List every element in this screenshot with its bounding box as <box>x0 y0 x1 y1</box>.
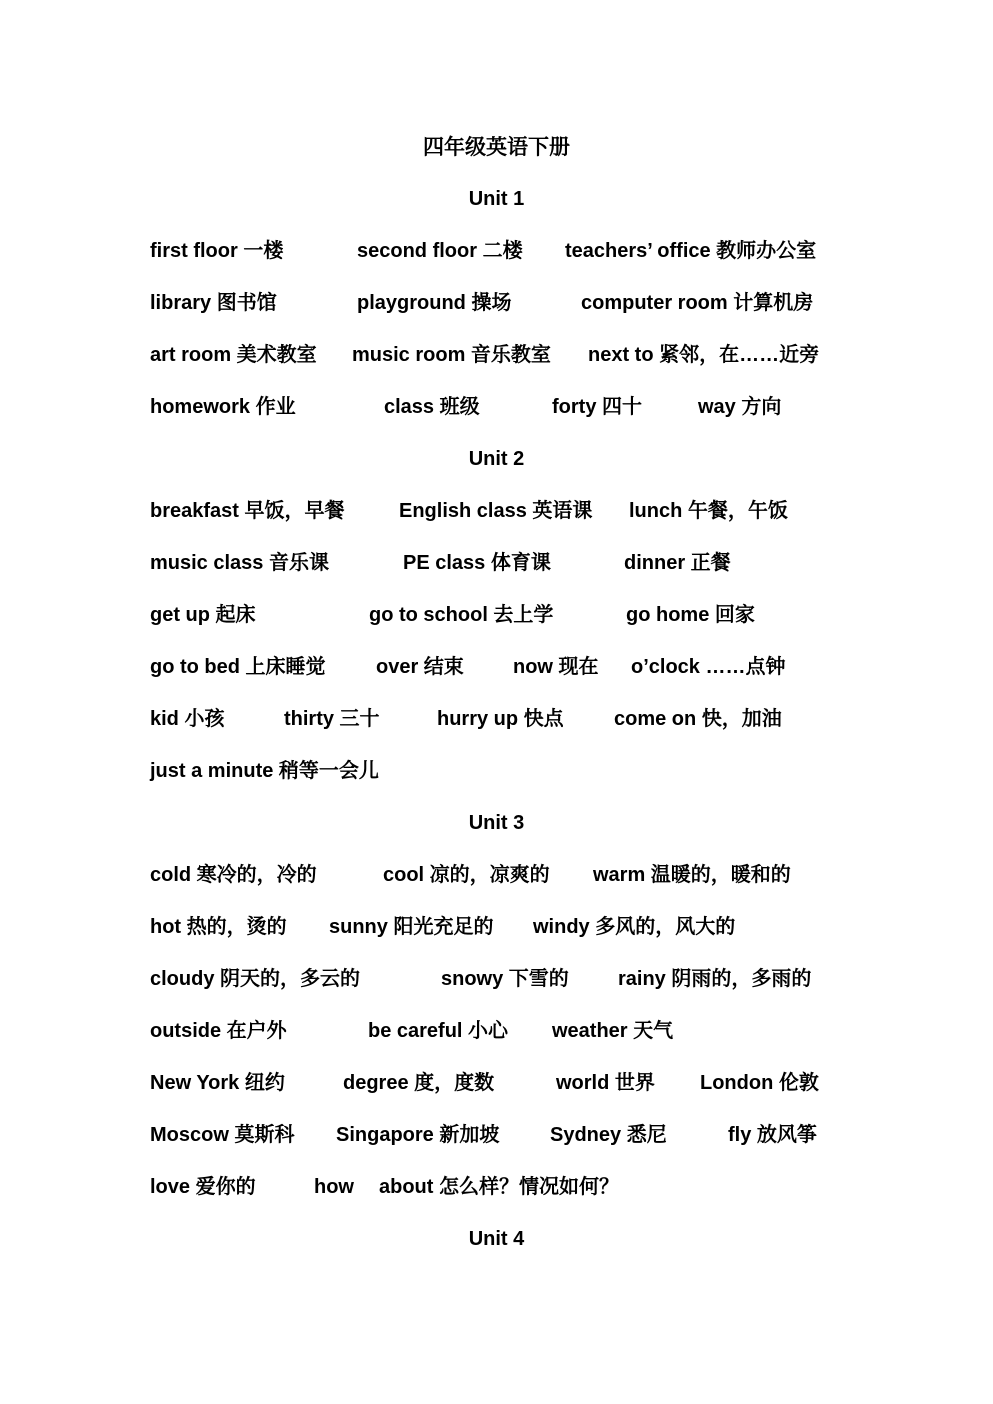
unit-1-heading: Unit 1 <box>468 188 525 210</box>
vocab-item: just a minute 稍等一会儿 <box>150 760 379 782</box>
vocab-item: how <box>314 1176 354 1198</box>
vocab-item: English class 英语课 <box>399 500 593 522</box>
vocab-item: Moscow 莫斯科 <box>150 1124 295 1146</box>
unit-2-heading: Unit 2 <box>468 448 525 470</box>
vocab-item: love 爱你的 <box>150 1176 256 1198</box>
vocab-item: London 伦敦 <box>700 1072 819 1094</box>
vocab-item: world 世界 <box>556 1072 655 1094</box>
vocab-item: playground 操场 <box>357 292 512 314</box>
vocab-item: hot 热的，烫的 <box>150 916 287 938</box>
vocab-item: New York 纽约 <box>150 1072 285 1094</box>
vocab-item: o’clock ……点钟 <box>631 656 786 678</box>
vocab-item: hurry up 快点 <box>437 708 564 730</box>
vocab-item: fly 放风筝 <box>728 1124 817 1146</box>
vocab-item: PE class 体育课 <box>403 552 551 574</box>
vocab-item: next to 紧邻，在……近旁 <box>588 344 820 366</box>
vocab-item: breakfast 早饭，早餐 <box>150 500 345 522</box>
vocab-item: get up 起床 <box>150 604 256 626</box>
vocab-item: Sydney 悉尼 <box>550 1124 667 1146</box>
vocab-item: homework 作业 <box>150 396 296 418</box>
vocab-item: teachers’ office 教师办公室 <box>565 240 817 262</box>
vocab-item: over 结束 <box>376 656 464 678</box>
vocab-item: class 班级 <box>384 396 480 418</box>
vocab-item: go home 回家 <box>626 604 755 626</box>
vocab-item: second floor 二楼 <box>357 240 523 262</box>
vocab-item: be careful 小心 <box>368 1020 509 1042</box>
vocab-item: library 图书馆 <box>150 292 277 314</box>
vocab-item: snowy 下雪的 <box>441 968 569 990</box>
vocab-item: computer room 计算机房 <box>581 292 814 314</box>
vocab-item: first floor 一楼 <box>150 240 284 262</box>
vocab-item: go to bed 上床睡觉 <box>150 656 326 678</box>
vocab-item: cold 寒冷的，冷的 <box>150 864 317 886</box>
vocab-item: sunny 阳光充足的 <box>329 916 494 938</box>
document-title: 四年级英语下册 <box>423 135 570 159</box>
vocab-item: music class 音乐课 <box>150 552 329 574</box>
vocab-item: weather 天气 <box>552 1020 674 1042</box>
vocab-item: cool 凉的，凉爽的 <box>383 864 550 886</box>
vocab-item: come on 快，加油 <box>614 708 782 730</box>
vocab-item: about 怎么样？情况如何？ <box>379 1176 619 1198</box>
vocab-item: thirty 三十 <box>284 708 380 730</box>
unit-3-heading: Unit 3 <box>468 812 525 834</box>
unit-4-heading: Unit 4 <box>468 1228 525 1250</box>
vocab-item: rainy 阴雨的，多雨的 <box>618 968 812 990</box>
vocab-item: degree 度，度数 <box>343 1072 495 1094</box>
vocab-item: cloudy 阴天的，多云的 <box>150 968 361 990</box>
vocab-item: now 现在 <box>513 656 599 678</box>
vocab-item: outside 在户外 <box>150 1020 287 1042</box>
vocab-item: way 方向 <box>698 396 782 418</box>
vocab-item: dinner 正餐 <box>624 552 731 574</box>
vocab-item: warm 温暖的，暖和的 <box>593 864 791 886</box>
vocab-item: forty 四十 <box>552 396 642 418</box>
vocab-item: Singapore 新加坡 <box>336 1124 500 1146</box>
vocab-item: art room 美术教室 <box>150 344 317 366</box>
vocab-item: go to school 去上学 <box>369 604 554 626</box>
vocab-item: music room 音乐教室 <box>352 344 551 366</box>
vocab-item: kid 小孩 <box>150 708 225 730</box>
vocab-item: windy 多风的，风大的 <box>533 916 736 938</box>
vocab-item: lunch 午餐，午饭 <box>629 500 788 522</box>
